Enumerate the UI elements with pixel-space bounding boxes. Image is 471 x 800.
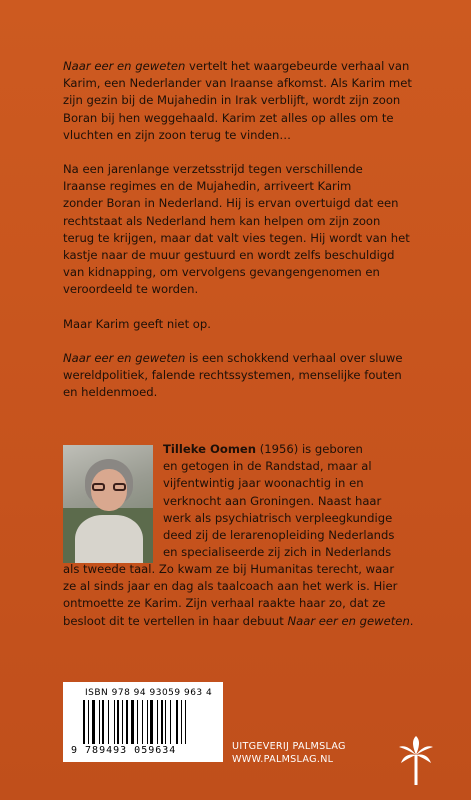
book-title: Naar eer en geweten [63, 59, 186, 73]
author-photo [63, 445, 153, 563]
author-bio-side: Tilleke Oomen (1956) is geboren en getogen in de Randstad, maar al vijfentwintig jaar woonachtig in en verknocht aan Groningen. Naast haar werk als psychiatrisch verpleegkundige deed zij de lerarenopleiding Nederlands en specialiseerde zij zich in Nederlands [163, 442, 395, 560]
publisher-name: UITGEVERIJ PALMSLAG [232, 741, 346, 752]
palm-tree-icon [398, 735, 434, 787]
author-bio-full: als tweede taal. Zo kwam ze bij Humanitas terecht, waar ze al sinds jaar en dag als taalcoach aan het werk is. Hier ontmoette ze Karim. Zijn verhaal raakte haar zo, dat ze besloot dit te vertellen in haar debuut Naar eer en geweten. [63, 562, 414, 628]
author-name: Tilleke Oomen [163, 442, 257, 456]
blurb-paragraph-2: Na een jarenlange verzetsstrijd tegen verschillende Iraanse regimes en de Mujahedin, arriveert Karim zonder Boran in Nederland. Hij is ervan overtuigd dat een rechtstaat als Nederland hem kan helpen om zijn zoon terug te krijgen, maar dat valt vies tegen. Hij wordt van het kastje naar de muur gestuurd en wordt zelfs beschuldigd van kidnapping, om vervolgens gevangengenomen en veroordeeld te worden. [63, 162, 410, 297]
barcode-bars [83, 700, 215, 744]
blurb-paragraph-4: Naar eer en geweten is een schokkend verhaal over sluwe wereldpolitiek, falende rechtssystemen, menselijke fouten en heldenmoed. [63, 350, 403, 400]
blurb-paragraph-3: Maar Karim geeft niet op. [63, 316, 211, 331]
isbn-label: ISBN 978 94 93059 963 4 [85, 688, 213, 698]
book-title: Naar eer en geweten [287, 613, 410, 628]
isbn-barcode [63, 682, 223, 762]
publisher-info [232, 740, 402, 766]
publisher-url: WWW.PALMSLAG.NL [232, 754, 334, 765]
book-title: Naar eer en geweten [63, 350, 186, 365]
barcode-digits: 9 789493 059634 [71, 745, 177, 756]
blurb-paragraph-1: Naar eer en geweten vertelt het waargebeurde verhaal van Karim, een Nederlander van Iraanse afkomst. Als Karim met zijn gezin bij de Mujahedin in Irak verblijft, wordt zijn zoon Boran bij hen weggehaald. Karim zet alles op alles om te vluchten en zijn zoon terug te vinden… [63, 59, 412, 142]
blurb [63, 58, 419, 418]
